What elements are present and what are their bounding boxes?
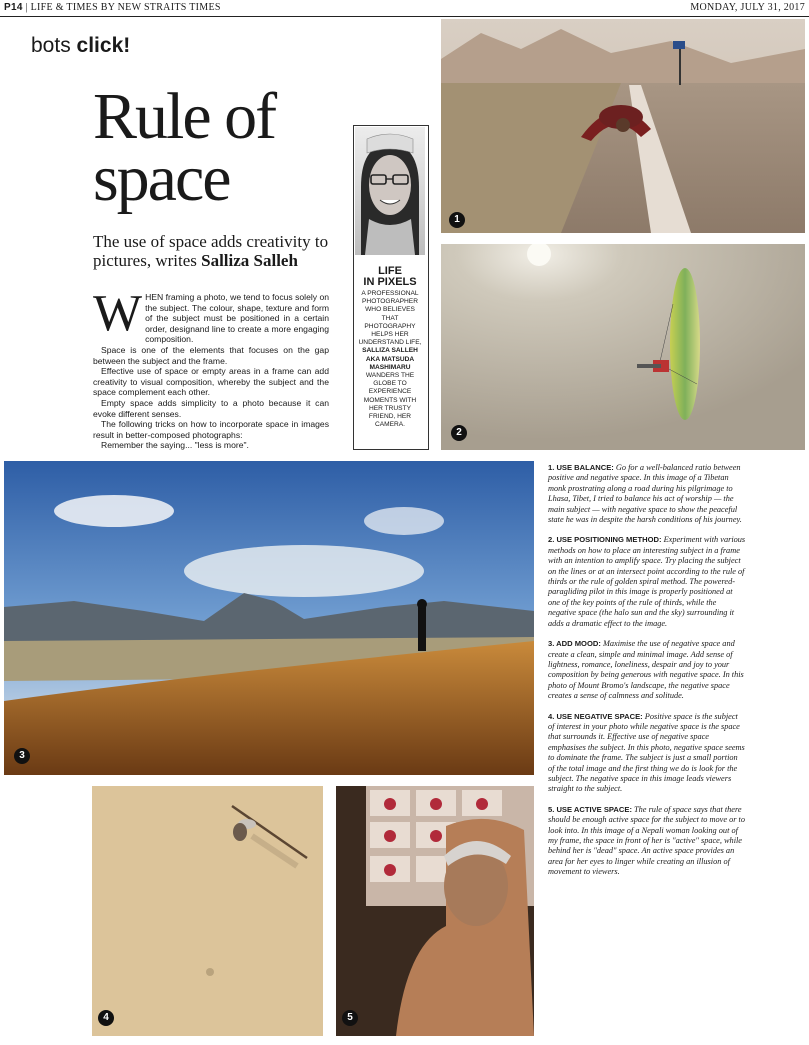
photo-3-scene [4, 461, 534, 775]
caption-text: Maximise the use of negative space and create a clean, simple and minimal image. Add sense of lightness, romance, loneliness, despair and joy to your composition by being generous with negative space. In this photo of Mount Bromo's landscape, the negative space creates a sense of calmness and solitude. [548, 639, 744, 701]
byline-author: Salliza Salleh [201, 251, 298, 270]
caption-heading: 1. USE BALANCE: [548, 463, 614, 472]
section-name: LIFE & TIMES BY NEW STRAITS TIMES [30, 2, 221, 13]
photo-number-badge: 1 [449, 212, 465, 228]
caption-text: Experiment with various methods on how to place an interesting subject in a frame with an intention to amplify space. Try placing the subject on the lines or at an intersect point according to the rule of thirds or the rule of golden spiral method. The powered-paragliding pilot in this image is properly positioned at one of the key points of the rule of thirds, while the negative space (the halo sun and the sky) surrounding it adds a dramatic effect to the image. [548, 535, 746, 628]
bio-after: WANDERS THE GLOBE TO EXPERIENCE MOMENTS WITH HER TRUSTY FRIEND, HER CAMERA. [363, 372, 417, 429]
photo-paraglider [441, 244, 805, 450]
photo-5-scene [336, 786, 534, 1036]
columnist-heading [355, 266, 425, 288]
portrait-illustration [355, 127, 425, 255]
caption-item [548, 805, 746, 878]
photo-sand-worker [92, 786, 323, 1036]
body-paragraph: HEN framing a photo, we tend to focus solely on the subject. The colour, shape, texture and form of the subject must be positioned in a certain order, designand line to create a more engaging composition. [145, 292, 330, 345]
title-line-2: space [93, 142, 230, 215]
photo-number-badge: 2 [451, 425, 467, 441]
column-title-line-1: LIFE [378, 265, 402, 277]
issue-date: MONDAY, JULY 31, 2017 [690, 2, 805, 13]
photo-1-scene [441, 19, 805, 233]
photo-number-badge: 5 [342, 1010, 358, 1026]
caption-heading: 4. USE NEGATIVE SPACE: [548, 711, 643, 721]
caption-heading: 3. ADD MOOD: [548, 639, 601, 649]
header-divider: | [25, 2, 31, 13]
caption-heading: 5. USE ACTIVE SPACE: [548, 804, 632, 814]
article-deck [93, 232, 343, 270]
drop-cap: W [93, 285, 143, 342]
caption-text: Go for a well-balanced ratio between positive and negative space. In this image of a Tibetan monk prostrating along a road during his pilgrimage to Lhasa, Tibet, I tried to balance his act of worship — the main subject — with negative space to show the peaceful state he was in despite the harsh conditions of his journey. [548, 463, 742, 525]
kicker-prefix: bots [31, 34, 71, 57]
bio-name: SALLIZA SALLEH AKA MATSUDA MASHIMARU [362, 347, 418, 371]
kicker-suffix: click! [76, 34, 131, 57]
bio-before: A PROFESSIONAL PHOTOGRAPHER WHO BELIEVES THAT PHOTOGRAPHY HELPS HER UNDERSTAND LIFE, [358, 290, 422, 347]
caption-text: The rule of space says that there should be enough active space for the subject to move or to look into. In this image of a Nepali woman looking out of my frame, the space in front of her is "active" space, while behind her is "dead" space. An active space provides an area for her eyes to linger while creating an illusion of movement to viewers. [548, 804, 746, 877]
caption-item [548, 639, 746, 701]
caption-item [548, 463, 746, 525]
column-title-line-2: IN PIXELS [363, 276, 417, 288]
photo-nepali-woman [336, 786, 534, 1036]
body-paragraph: The following tricks on how to incorporate space in images result in better-composed photographs: [93, 419, 329, 440]
photo-4-scene [92, 786, 323, 1036]
photo-2-scene [441, 244, 805, 450]
deck-text: The use of space adds creativity to pictures, writes [93, 232, 329, 270]
photo-monk-road [441, 19, 805, 233]
article-title [93, 80, 393, 215]
title-line-1: Rule of [93, 80, 276, 153]
columnist-portrait [355, 127, 425, 255]
body-paragraph: Remember the saying... "less is more". [101, 440, 249, 451]
article-body [93, 285, 330, 451]
caption-heading: 2. USE POSITIONING METHOD: [548, 535, 662, 545]
caption-item [548, 535, 746, 629]
columnist-bio [357, 290, 423, 429]
header-left [4, 2, 221, 13]
caption-item [548, 712, 746, 795]
caption-text: Positive space is the subject of interest in your photo while negative space is the space that surrounds it. Effective use of negative space emphasises the subject. In this photo, negative space seems to dominate the frame. The subject is just a small portion of the total image and the first thing we do is look for the subject. The negative space in this image leads viewers straight to the subject. [548, 711, 745, 794]
section-kicker [31, 34, 130, 58]
body-paragraph: Space is one of the elements that focuses on the gap between the subject and the frame. [93, 344, 329, 366]
photo-number-badge: 4 [98, 1010, 114, 1026]
body-paragraph: Empty space adds simplicity to a photo because it can evoke different senses. [93, 397, 329, 419]
photo-mount-bromo [4, 461, 534, 775]
body-paragraph: Effective use of space or empty areas in a frame can add creativity to visual composition, whereby the subject and the space complement each other. [93, 366, 329, 398]
page-number: P14 [4, 2, 23, 13]
photo-captions [548, 463, 746, 888]
photo-number-badge: 3 [14, 748, 30, 764]
